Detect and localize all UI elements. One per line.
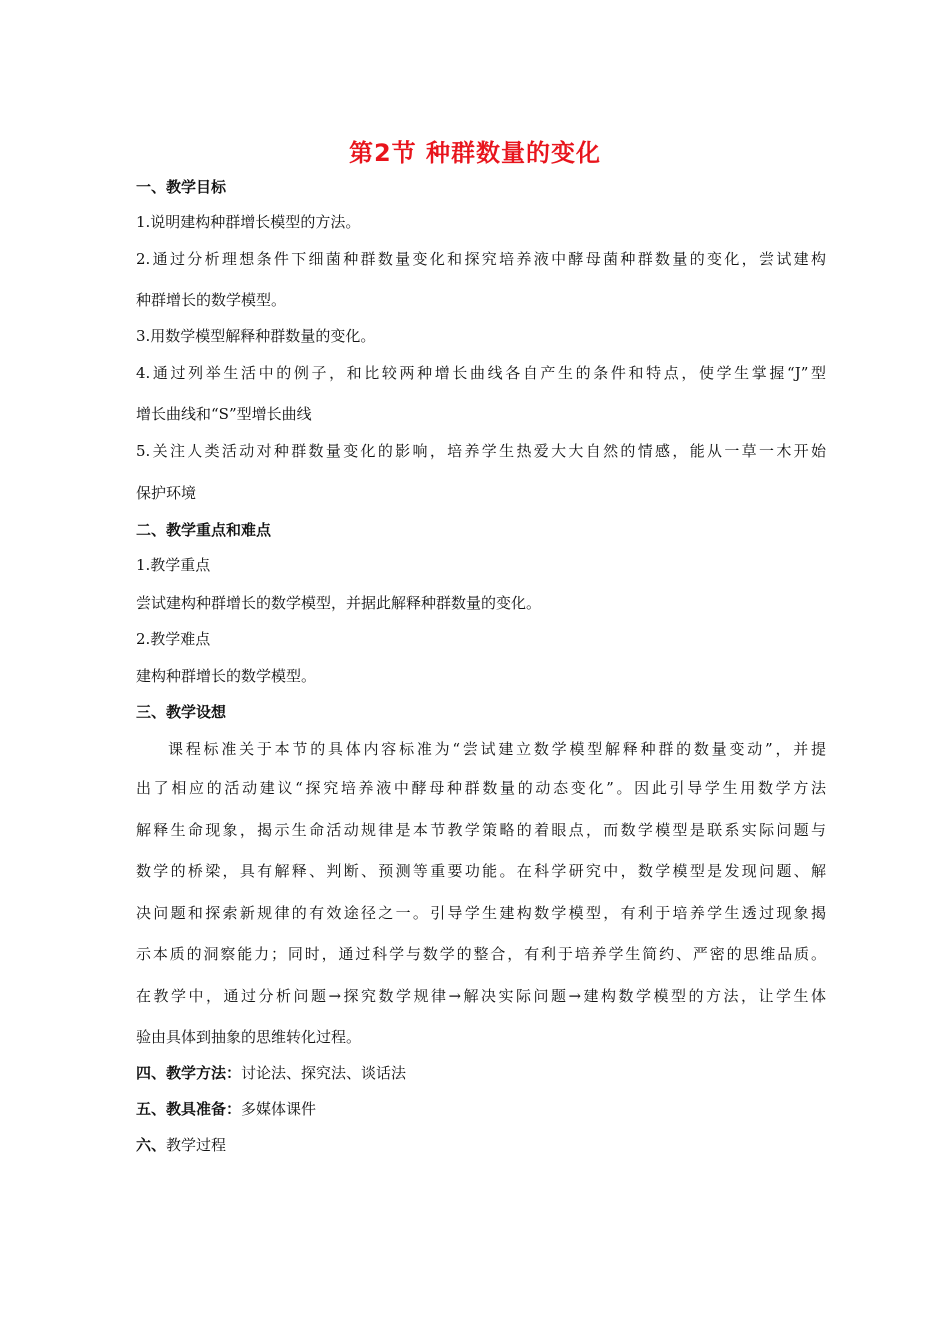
materials-line [136,1099,826,1119]
process-value: 教学过程 [166,1136,227,1154]
objective-item: 3.用数学模型解释种群数量的变化。 [136,327,376,345]
objective-item-continued: 保护环境 [136,484,197,502]
paragraph-line: 在教学中，通过分析问题→探究数学规律→解决实际问题→建构数学模型的方法，让学生体 [136,987,826,1005]
paragraph-line: 决问题和探索新规律的有效途径之一。引导学生建构数学模型，有利于培养学生透过现象揭 [136,904,826,922]
objective-item: 2.通过分析理想条件下细菌种群数量变化和探究培养液中酵母菌种群数量的变化，尝试建构 [136,250,826,268]
section-heading-teaching-idea: 三、教学设想 [136,703,227,721]
paragraph-line: 数学的桥梁，具有解释、判断、预测等重要功能。在科学研究中，数学模型是发现问题、解 [136,862,826,880]
paragraph-line: 示本质的洞察能力；同时，通过科学与数学的整合，有利于培养学生简约、严密的思维品质。 [136,945,826,963]
paragraph-line: 课程标准关于本节的具体内容标准为“尝试建立数学模型解释种群的数量变动”，并提 [168,740,826,758]
section-heading-objectives: 一、教学目标 [136,178,227,196]
methods-line [136,1063,826,1083]
materials-value: 多媒体课件 [241,1100,317,1118]
objective-item: 1.说明建构种群增长模型的方法。 [136,213,361,231]
difficulty-label: 2.教学难点 [136,630,211,648]
page-title: 第2节 种群数量的变化 [348,139,602,167]
section-heading-key-points: 二、教学重点和难点 [136,521,272,539]
methods-label: 四、教学方法： [136,1064,242,1082]
key-point-text: 尝试建构种群增长的数学模型，并据此解释种群数量的变化。 [136,594,542,612]
objective-item: 5.关注人类活动对种群数量变化的影响，培养学生热爱大大自然的情感，能从一草一木开始 [136,442,826,460]
methods-value: 讨论法、探究法、谈话法 [241,1064,407,1082]
paragraph-line: 出了相应的活动建议“探究培养液中酵母种群数量的动态变化”。因此引导学生用数学方法 [136,779,826,797]
objective-item-continued: 种群增长的数学模型。 [136,291,287,309]
objective-item: 4.通过列举生活中的例子，和比较两种增长曲线各自产生的条件和特点，使学生掌握“J”型 [136,364,826,382]
process-line [136,1135,826,1155]
difficulty-text: 建构种群增长的数学模型。 [136,667,317,685]
key-point-label: 1.教学重点 [136,556,211,574]
materials-label: 五、教具准备： [136,1100,242,1118]
paragraph-line: 解释生命现象，揭示生命活动规律是本节教学策略的着眼点，而数学模型是联系实际问题与 [136,821,826,839]
process-label: 六、 [136,1136,167,1154]
paragraph-line: 验由具体到抽象的思维转化过程。 [136,1028,362,1046]
objective-item-continued: 增长曲线和“S”型增长曲线 [136,405,312,423]
